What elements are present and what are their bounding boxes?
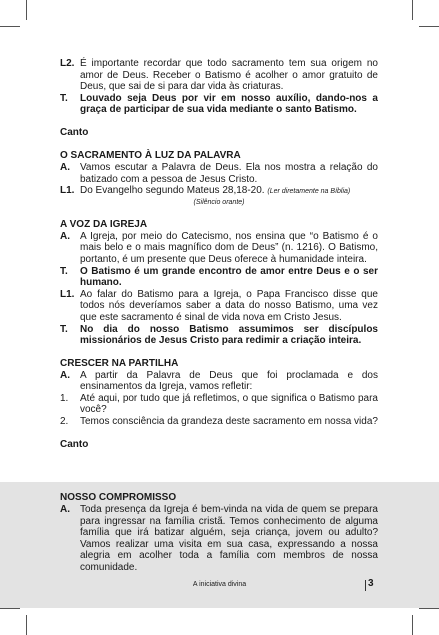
entry-text: Ao falar do Batismo para a Igreja, o Papa Francisco disse que todos nós deveríamos saber a data do nosso Batismo, uma vez que este sacramento é sinal de vida nova em Cristo Jesus.	[80, 288, 378, 323]
entry-text-wrap	[80, 185, 378, 198]
crop-mark	[412, 615, 413, 635]
entry-l1	[60, 289, 378, 324]
section-heading: CRESCER NA PARTILHA	[60, 357, 179, 369]
page-separator	[365, 580, 366, 591]
entry-label: A.	[60, 230, 70, 242]
crop-mark	[412, 0, 413, 20]
entry-label: A.	[60, 369, 70, 381]
entry-text: Toda presença da Igreja é bem-vinda na vida de quem se prepara para ingressar na família cristã. Temos conhecimento de alguma família que irá batizar alguém, seja criança, jovem ou adulto? Vamos realizar uma visita em sua casa, expressando a nossa alegria em acolher toda a família com membros de nossa comunidade.	[80, 504, 378, 573]
entry-label: T.	[60, 92, 68, 104]
entry-label: 2.	[60, 416, 69, 428]
page-number: 3	[368, 578, 374, 589]
crop-mark	[419, 26, 439, 27]
entry-l2	[60, 58, 378, 93]
entry-label: 1.	[60, 392, 69, 404]
entry-a	[60, 504, 378, 574]
entry-1	[60, 393, 378, 416]
canto-label: Canto	[60, 126, 89, 138]
reading-note: (Ler diretamente na Bíblia)	[267, 188, 351, 196]
entry-text: O Batismo é um grande encontro de amor entre Deus e o ser humano.	[80, 265, 378, 289]
section-heading: A VOZ DA IGREJA	[60, 218, 148, 230]
entry-text: A partir da Palavra de Deus que foi proclamada e dos ensinamentos da Igreja, vamos refletir:	[80, 369, 378, 393]
canto-label: Canto	[60, 438, 89, 450]
compromisso-box	[0, 482, 439, 608]
entry-label: T.	[60, 323, 68, 335]
section-heading: O SACRAMENTO À LUZ DA PALAVRA	[60, 149, 241, 161]
entry-a	[60, 231, 378, 266]
entry-text: Do Evangelho segundo Mateus 28,18-20.	[80, 185, 265, 197]
entry-text: A Igreja, por meio do Catecismo, nos ensina que “o Batismo é o mais belo e o mais magnífico dom de Deus” (n. 1216). O Batismo, portanto, é um presente que Deus oferece à humanidade inteira.	[80, 230, 378, 265]
entry-text: Vamos escutar a Palavra de Deus. Ela nos mostra a relação do batizado com a pessoa de Jesus Cristo.	[80, 161, 378, 185]
crop-mark	[0, 26, 20, 27]
entry-label: L2.	[60, 58, 75, 69]
entry-a	[60, 162, 378, 185]
entry-text: Temos consciência da grandeza deste sacramento em nossa vida?	[80, 416, 378, 428]
entry-a	[60, 370, 378, 393]
entry-text: É importante recordar que todo sacramento tem sua origem no amor de Deus. Receber o Batismo é acolher o amor gratuito de Deus, que sai de si para dar vida às criaturas.	[80, 58, 378, 93]
silence-note: (Silêncio orante)	[193, 198, 245, 206]
entry-t	[60, 324, 378, 347]
entry-t	[60, 93, 378, 116]
entry-label: A.	[60, 504, 70, 515]
crop-mark	[419, 608, 439, 609]
entry-2	[60, 416, 378, 428]
crop-mark	[0, 608, 20, 609]
entry-text: No dia do nosso Batismo assumimos ser discípulos missionários de Jesus Cristo para redimir a criação inteira.	[80, 323, 378, 347]
entry-label: A.	[60, 161, 70, 173]
entry-text: Até aqui, por tudo que já refletimos, o que significa o Batismo para você?	[80, 392, 378, 416]
entry-l1	[60, 185, 378, 198]
entry-label: T.	[60, 265, 68, 277]
crop-mark	[26, 0, 27, 20]
section-heading: NOSSO COMPROMISSO	[60, 492, 177, 503]
footer-title: A iniciativa divina	[192, 581, 247, 588]
entry-text: Louvado seja Deus por vir em nosso auxílio, dando-nos a graça de participar de sua vida mediante o santo Batismo.	[80, 92, 378, 116]
page-content	[60, 58, 378, 451]
entry-t	[60, 266, 378, 289]
entry-label: L1.	[60, 185, 75, 197]
crop-mark	[26, 615, 27, 635]
entry-label: L1.	[60, 288, 75, 300]
